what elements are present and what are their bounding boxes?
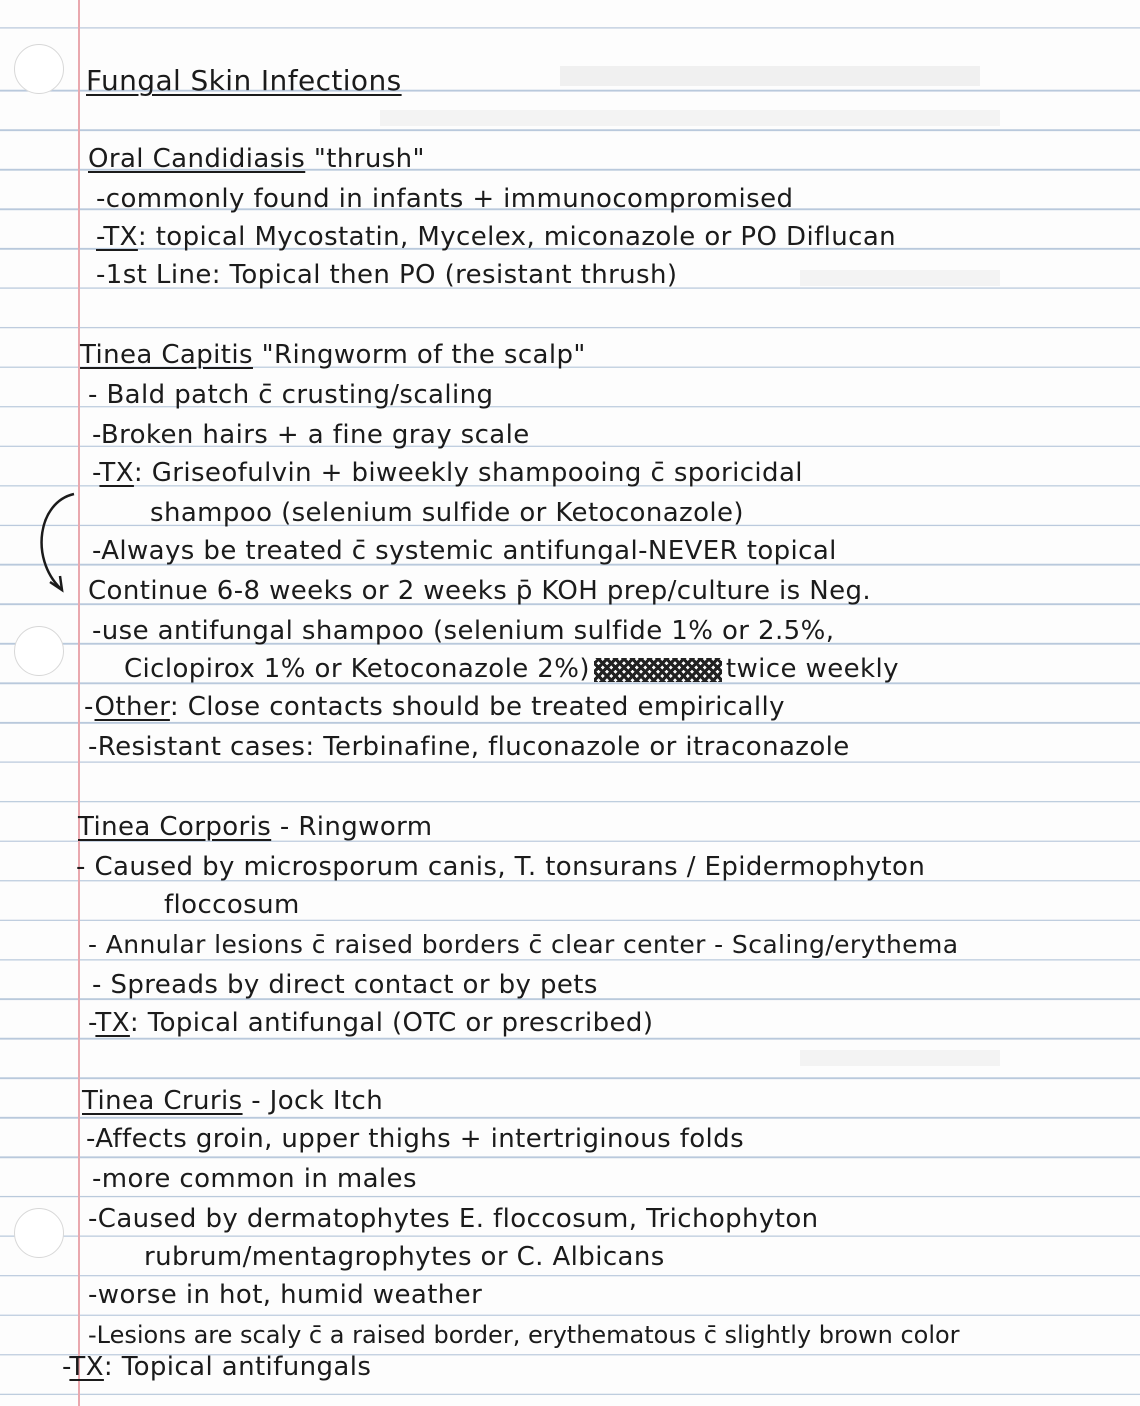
note-text: : Griseofulvin + biweekly shampooing c̄ sporicidal bbox=[133, 458, 803, 488]
section-heading-tinea-capitis bbox=[80, 340, 586, 370]
dash: - bbox=[88, 1008, 96, 1038]
heading-text: Tinea Corporis bbox=[78, 812, 272, 842]
note-line: -Broken hairs + a fine gray scale bbox=[92, 420, 530, 450]
note-line: -more common in males bbox=[92, 1164, 417, 1194]
note-line: floccosum bbox=[164, 890, 300, 920]
dash: - bbox=[92, 458, 100, 488]
note-line: - Spreads by direct contact or by pets bbox=[92, 970, 598, 1000]
dash: - bbox=[84, 692, 95, 722]
note-line: -Affects groin, upper thighs + intertriginous folds bbox=[86, 1124, 745, 1154]
note-line: - Bald patch c̄ crusting/scaling bbox=[88, 380, 494, 410]
note-line: shampoo (selenium sulfide or Ketoconazole) bbox=[150, 498, 744, 528]
note-line: -Always be treated c̄ systemic antifungal-NEVER topical bbox=[92, 536, 837, 566]
note-line: -worse in hot, humid weather bbox=[88, 1280, 483, 1310]
tx-label: TX bbox=[95, 1008, 130, 1038]
heading-text: Oral Candidiasis bbox=[88, 144, 306, 174]
bleed-through bbox=[800, 270, 1000, 286]
note-line: -Caused by dermatophytes E. floccosum, Trichophyton bbox=[88, 1204, 819, 1234]
note-text: Ciclopirox 1% or Ketoconazole 2%) bbox=[124, 654, 590, 684]
note-line: -1st Line: Topical then PO (resistant thrush) bbox=[96, 260, 678, 290]
binder-hole bbox=[14, 626, 64, 676]
note-line: rubrum/mentagrophytes or C. Albicans bbox=[144, 1242, 665, 1272]
heading-text: Tinea Cruris bbox=[82, 1086, 243, 1116]
binder-hole bbox=[14, 44, 64, 94]
note-line: Continue 6-8 weeks or 2 weeks p̄ KOH prep/culture is Neg. bbox=[88, 576, 872, 606]
note-line bbox=[88, 1008, 653, 1038]
curved-arrow-icon bbox=[30, 488, 90, 600]
note-line: -use antifungal shampoo (selenium sulfide 1% or 2.5%, bbox=[92, 616, 835, 646]
note-text: : Topical antifungal (OTC or prescribed) bbox=[129, 1008, 654, 1038]
note-text: twice weekly bbox=[725, 654, 899, 684]
note-line bbox=[96, 222, 896, 252]
tx-label: TX bbox=[99, 458, 134, 488]
note-line: -Resistant cases: Terbinafine, fluconazole or itraconazole bbox=[88, 732, 850, 762]
section-heading-tinea-cruris bbox=[82, 1086, 383, 1116]
heading-subtext: "thrush" bbox=[305, 144, 425, 174]
section-heading-tinea-corporis bbox=[78, 812, 433, 842]
note-line bbox=[92, 458, 803, 488]
crossed-out-scribble bbox=[594, 658, 722, 682]
note-line: -Lesions are scaly c̄ a raised border, erythematous c̄ slightly brown color bbox=[88, 1321, 960, 1349]
heading-subtext: - Jock Itch bbox=[242, 1086, 384, 1116]
tx-label: TX bbox=[69, 1352, 104, 1382]
binder-hole bbox=[14, 1208, 64, 1258]
note-line: -commonly found in infants + immunocompromised bbox=[96, 184, 794, 214]
heading-text: Tinea Capitis bbox=[80, 340, 253, 370]
note-text: : Close contacts should be treated empirically bbox=[169, 692, 785, 722]
note-text: : topical Mycostatin, Mycelex, miconazole or PO Diflucan bbox=[137, 222, 897, 252]
dash: - bbox=[62, 1352, 70, 1382]
note-line: - Caused by microsporum canis, T. tonsurans / Epidermophyton bbox=[76, 852, 926, 882]
bleed-through bbox=[560, 66, 980, 86]
page-title: Fungal Skin Infections bbox=[86, 64, 402, 97]
heading-subtext: "Ringworm of the scalp" bbox=[252, 340, 586, 370]
bleed-through bbox=[380, 110, 1000, 126]
note-line bbox=[62, 1352, 371, 1382]
other-label: Other bbox=[94, 692, 170, 722]
tx-label: -TX bbox=[96, 222, 138, 252]
section-heading-oral-candidiasis bbox=[88, 144, 425, 174]
note-line bbox=[124, 654, 899, 684]
bleed-through bbox=[800, 1050, 1000, 1066]
heading-subtext: - Ringworm bbox=[271, 812, 433, 842]
note-line bbox=[84, 692, 785, 722]
margin-line bbox=[78, 0, 80, 1406]
note-line: - Annular lesions c̄ raised borders c̄ clear center - Scaling/erythema bbox=[88, 930, 959, 959]
note-text: : Topical antifungals bbox=[103, 1352, 372, 1382]
